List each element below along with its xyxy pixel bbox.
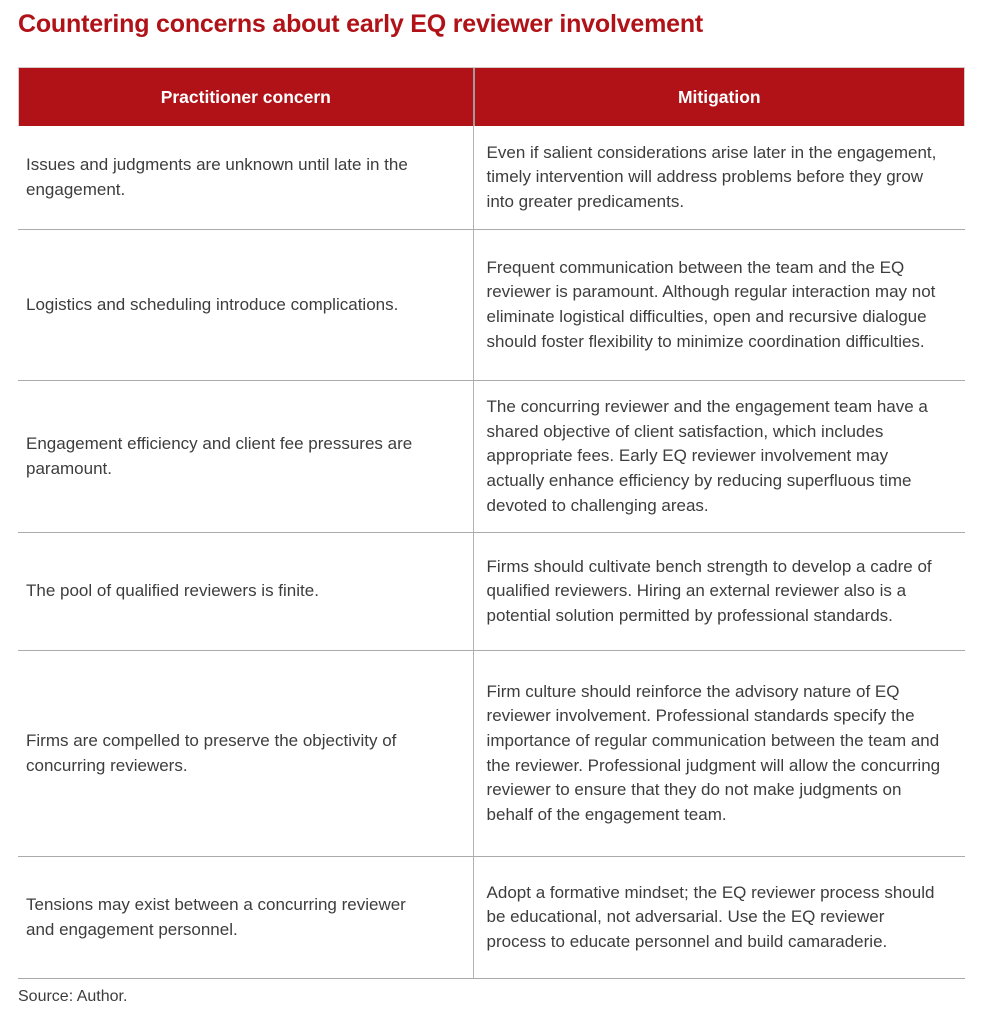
table-body: [18, 126, 965, 978]
mitigation-text: Adopt a formative mindset; the EQ reviewer process should be educational, not adversarial. Use the EQ reviewer process to educate personnel and build camaraderie.: [486, 882, 935, 952]
table-row: [18, 380, 965, 532]
table-row: [18, 856, 965, 978]
mitigation-cell: [473, 126, 965, 229]
concern-text: Tensions may exist between a concurring reviewer and engagement personnel.: [26, 895, 406, 939]
concern-cell: [18, 381, 473, 532]
concern-text: Firms are compelled to preserve the objectivity of concurring reviewers.: [26, 731, 397, 775]
mitigation-cell: [473, 230, 965, 380]
concern-cell: [18, 651, 473, 856]
page-title: Countering concerns about early EQ reviewer involvement: [18, 10, 704, 38]
concern-cell: [18, 126, 473, 229]
concern-text: Issues and judgments are unknown until late in the engagement.: [26, 154, 408, 199]
column-header-practitioner-concern: Practitioner concern: [160, 86, 331, 107]
table-header-row: [18, 67, 965, 126]
mitigation-cell: [473, 381, 965, 532]
mitigation-text: The concurring reviewer and the engagement team have a shared objective of client satisfaction, which includes appropriate fees. Early EQ reviewer involvement may actually enhance efficiency by reducing superfluous time devoted to challenging areas.: [486, 397, 928, 515]
source-note: Source: Author.: [18, 988, 128, 1006]
table-row: [18, 532, 965, 650]
mitigation-text: Frequent communication between the team and the EQ reviewer is paramount. Although regular interaction may not eliminate logistical difficulties, open and recursive dialogue should foster flexibility to minimize coordination difficulties.: [486, 257, 936, 351]
table-row: [18, 229, 965, 380]
concerns-table: [18, 67, 965, 979]
concern-cell: [18, 230, 473, 380]
mitigation-cell: [473, 533, 965, 650]
table-row: [18, 126, 965, 229]
mitigation-cell: [473, 857, 965, 978]
column-header-mitigation: Mitigation: [473, 68, 964, 126]
table-row: [18, 650, 965, 856]
mitigation-text: Even if salient considerations arise later in the engagement, timely intervention will address problems before they grow into greater predicaments.: [486, 142, 937, 211]
mitigation-text: Firm culture should reinforce the advisory nature of EQ reviewer involvement. Professional standards specify the importance of regular communication between the team and the reviewer. Professional judgment will allow the concurring reviewer to ensure that they do not make judgments on behalf of the engagement team.: [486, 681, 941, 824]
concern-text: Logistics and scheduling introduce complications.: [26, 294, 399, 314]
mitigation-cell: [473, 651, 965, 856]
mitigation-text: Firms should cultivate bench strength to develop a cadre of qualified reviewers. Hiring an external reviewer also is a potential solution permitted by professional standards.: [486, 556, 932, 626]
concern-cell: [18, 857, 473, 978]
concern-text: Engagement efficiency and client fee pressures are paramount.: [26, 433, 413, 478]
concern-cell: [18, 533, 473, 650]
concern-text: The pool of qualified reviewers is finite.: [26, 581, 319, 601]
